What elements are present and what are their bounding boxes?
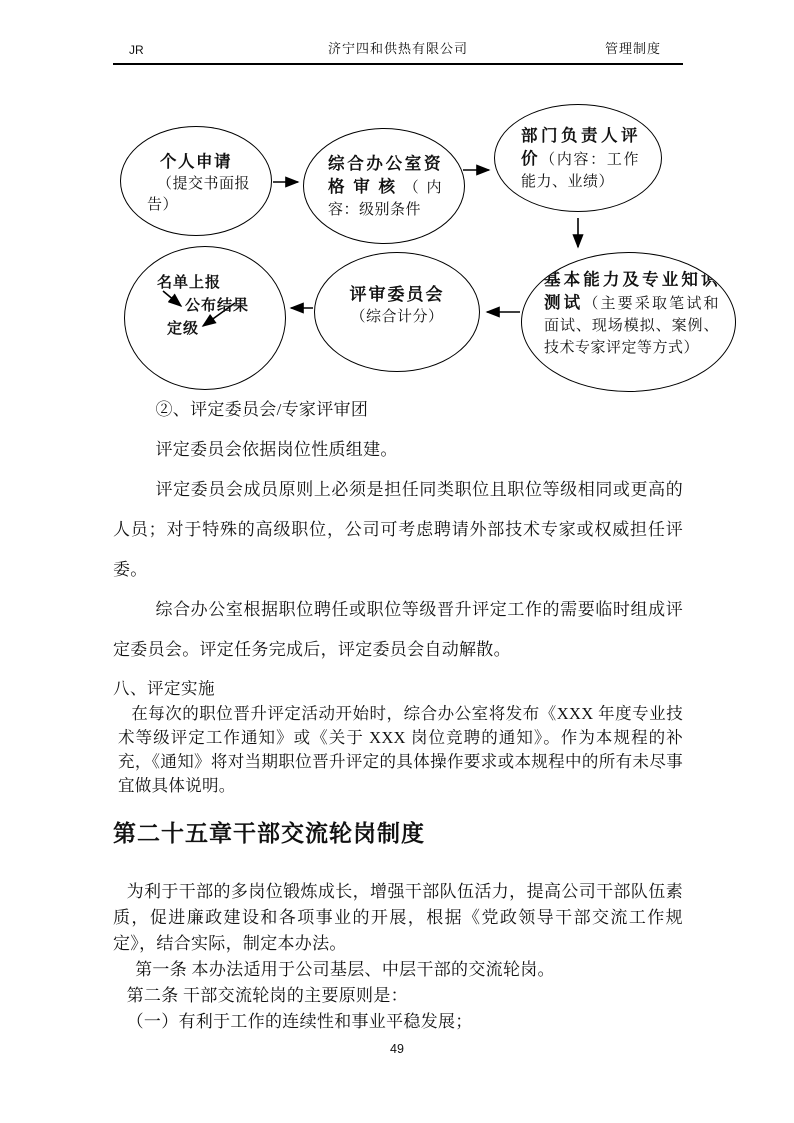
header-left-text: JR <box>129 43 144 57</box>
document-body <box>113 390 683 1035</box>
committee-heading: ②、评定委员会/专家评审团 <box>155 400 369 419</box>
result-node-arrows <box>125 247 286 390</box>
chapter-principle-1: （一）有利于工作的连续性和事业平稳发展； <box>126 1012 473 1031</box>
implementation-paragraph: 在每次的职位晋升评定活动开始时，综合办公室将发布《XXX 年度专业技术等级评定工作通知》或《关于 XXX 岗位竞聘的通知》。作为本规程的补充，《通知》将对当期职位晋升评定的具体操作要求或本规程中的所有未尽事宜做具体说明。 <box>118 704 683 795</box>
committee-paragraph: 评定委员会成员原则上必须是担任同类职位且职位等级相同或更高的人员；对于特殊的高级职位，公司可考虑聘请外部技术专家或权威担任评委。 <box>113 480 683 579</box>
node-title: 评审委员会 <box>349 285 445 304</box>
chapter-paragraph: 为利于干部的多岗位锻炼成长，增强干部队伍活力，提高公司干部队伍素质，促进廉政建设和各项事业的开展，根据《党政领导干部交流工作规定》，结合实际，制定本办法。 <box>113 882 683 953</box>
page-number: 49 <box>390 1042 404 1056</box>
flow-node-office-qualification-review <box>303 128 465 244</box>
node-subtitle: （综合计分） <box>350 309 444 326</box>
implementation-section <box>113 675 683 798</box>
flow-node-department-head-evaluation <box>494 104 662 212</box>
chapter-article-2: 第二条 干部交流轮岗的主要原则是： <box>126 986 408 1005</box>
node-subtitle: （提交书面报告） <box>147 176 251 213</box>
implementation-heading: 八、评定实施 <box>113 679 215 698</box>
node-subtitle: （内容：级别条件 <box>328 180 442 219</box>
step-report-list: 名单上报 <box>157 275 222 291</box>
flow-node-result-publication <box>124 246 286 390</box>
chapter-article-1: 第一条 本办法适用于公司基层、中层干部的交流轮岗。 <box>135 960 555 979</box>
node-title: 个人申请 <box>160 152 232 171</box>
node-subtitle: （内容：工作能力、业绩） <box>521 152 639 191</box>
committee-paragraph: 评定委员会依据岗位性质组建。 <box>155 440 398 459</box>
header-company-name: 济宁四和供热有限公司 <box>327 41 468 56</box>
node-title: 部门负责人评价 <box>521 126 639 169</box>
promotion-evaluation-flowchart <box>113 100 743 392</box>
chapter-title: 第二十五章干部交流轮岗制度 <box>113 821 425 846</box>
committee-section <box>113 390 683 670</box>
flow-node-review-committee <box>314 252 480 372</box>
page-header <box>113 0 683 65</box>
node-subtitle: （主要采取笔试和面试、现场模拟、案例、技术专家评定等方式） <box>544 296 719 357</box>
chapter-body <box>113 879 683 1035</box>
node-title: 基本能力及专业知识测试 <box>544 270 719 313</box>
page-footer <box>0 1042 794 1056</box>
flow-node-personal-application <box>120 126 272 236</box>
committee-paragraph: 综合办公室根据职位聘任或职位等级晋升评定工作的需要临时组成评定委员会。评定任务完成后，评定委员会自动解散。 <box>113 600 683 659</box>
step-grading: 定级 <box>167 321 200 337</box>
header-right-text: 管理制度 <box>604 41 661 56</box>
flow-node-ability-knowledge-test <box>521 252 736 392</box>
node-title: 综合办公室资格审核 <box>328 154 442 197</box>
arrow-report-to-publish-icon <box>163 291 181 306</box>
step-publish-result: 公布结果 <box>185 298 250 314</box>
